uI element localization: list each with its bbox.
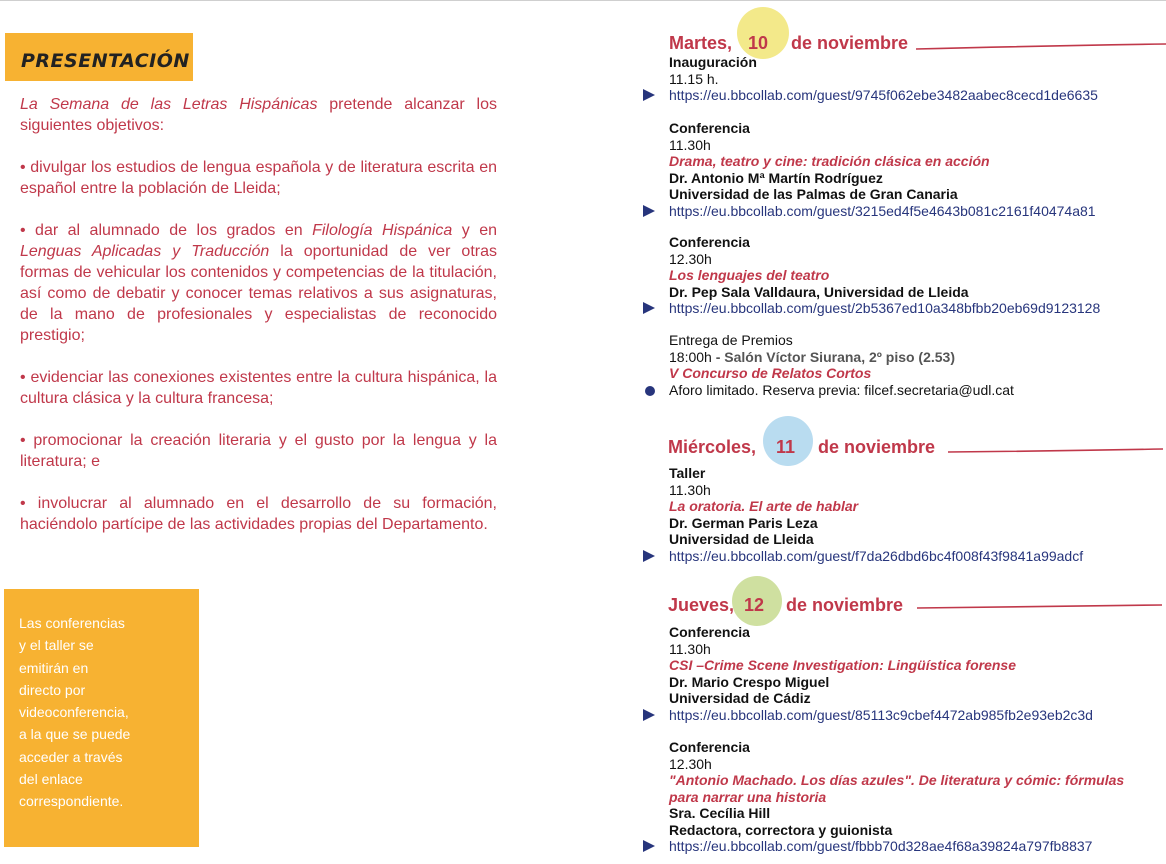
play-arrow-icon [643, 709, 655, 721]
day-underline [914, 42, 1166, 52]
day-number: 11 [776, 437, 796, 457]
event-taller [669, 465, 1083, 564]
obj2-part-e: la oportunidad de ver otras formas de vehicular los contenidos y competencias de la titulación, así como de debatir y conocer temas relativos a sus asignaturas, de la mano de profesionales y especialistas de reconocido prestigio; [20, 243, 497, 344]
objective-3: • evidenciar las conexiones existentes entre la cultura hispánica, la cultura clásica y la cultura francesa; [20, 369, 497, 407]
event-link[interactable] [669, 838, 1124, 855]
event-link[interactable] [669, 707, 1093, 724]
presentacion-badge [5, 33, 193, 81]
event-time: 18:00h [669, 348, 712, 365]
objective-4: • promocionar la creación literaria y el gusto por la lengua y la literatura; e [20, 432, 497, 470]
event-info [669, 382, 1014, 399]
event-link-text[interactable]: https://eu.bbcollab.com/guest/9745f062ebe3482aabec8cecd1de6635 [669, 87, 1098, 103]
presentacion-title: PRESENTACIÓN [21, 50, 190, 72]
play-arrow-icon [643, 205, 655, 217]
play-arrow-icon [643, 89, 655, 101]
day-name: Miércoles, [668, 437, 757, 457]
event-time-place [669, 349, 1014, 366]
event-conferencia-2 [669, 234, 1100, 317]
event-link-text[interactable]: https://eu.bbcollab.com/guest/fbbb70d328ae4f68a39824a797fb8837 [669, 838, 1093, 854]
intro-rest: pretende alcanzar los siguientes objetivos: [20, 96, 497, 134]
event-type: Taller [669, 465, 706, 481]
event-conferencia-1 [669, 120, 1096, 219]
bullet-dot-icon [645, 386, 655, 396]
day-underline [946, 445, 1166, 455]
event-type: Conferencia [669, 120, 750, 136]
objective-5: • involucrar al alumnado en el desarrollo de su formación, haciéndolo partícipe de las actividades propias del Departamento. [20, 495, 497, 533]
event-type: Conferencia [669, 739, 750, 755]
event-time: 11.30h [669, 481, 711, 498]
event-type: Conferencia [669, 624, 750, 640]
event-link-text[interactable]: https://eu.bbcollab.com/guest/f7da26dbd6bc4f008f43f9841a99adcf [669, 547, 1084, 564]
obj2-part-a: • dar al alumnado de los grados en [20, 222, 313, 239]
day-number: 10 [748, 33, 769, 53]
event-link-text[interactable]: https://eu.bbcollab.com/guest/3215ed4f5e4643b081c2161f40474a81 [669, 202, 1096, 219]
intro-text [20, 94, 497, 556]
event-title: Los lenguajes del teatro [669, 267, 830, 283]
day-month: de noviembre [786, 595, 904, 615]
event-link-text[interactable]: https://eu.bbcollab.com/guest/85113c9cbef4472ab985fb2e93eb2c3d [669, 706, 1093, 723]
day-name: Jueves, [668, 595, 735, 615]
obj2-degree-2: Lenguas Aplicadas y Traducción [20, 243, 270, 260]
play-arrow-icon [643, 840, 655, 852]
event-title-line-1: "Antonio Machado. Los días azules". De literatura y cómic: fórmulas [669, 772, 1125, 788]
videoconference-note [4, 589, 199, 847]
event-link[interactable] [669, 87, 1098, 104]
event-time: 11.30h [669, 640, 711, 657]
event-link[interactable] [669, 548, 1083, 565]
event-link[interactable] [669, 300, 1100, 317]
event-time: 12.30h [669, 755, 712, 772]
event-speaker: Dr. Pep Sala Valldaura, Universidad de Lleida [669, 283, 969, 300]
play-arrow-icon [643, 302, 655, 314]
event-link[interactable] [669, 203, 1096, 220]
event-title-line-2: para narrar una historia [669, 788, 827, 805]
play-arrow-icon [643, 550, 655, 562]
event-affiliation: Universidad de Cádiz [669, 690, 811, 706]
note-text: Las conferencias y el taller se emitirán en directo por videoconferencia, a la que se puede acceder a través del enlace correspondiente. [19, 615, 131, 810]
event-entrega-premios [669, 332, 1014, 398]
event-title: Drama, teatro y cine: tradición clásica en acción [669, 153, 990, 169]
obj2-part-c: y en [452, 222, 498, 239]
event-affiliation: Universidad de Lleida [669, 531, 814, 547]
event-speaker: Sra. Cecília Hill [669, 805, 771, 821]
day-underline [915, 602, 1165, 612]
intro-event-name: La Semana de las Letras Hispánicas [20, 96, 318, 113]
event-type: Conferencia [669, 234, 750, 250]
event-conferencia-4 [669, 739, 1124, 855]
event-title: CSI –Crime Scene Investigation: Lingüística forense [669, 657, 1016, 673]
event-time: 11.30h [669, 136, 711, 153]
day-month: de noviembre [818, 437, 936, 457]
event-speaker: Dr. Antonio Mª Martín Rodríguez [669, 169, 883, 186]
event-speaker: Dr. German Paris Leza [669, 514, 818, 531]
event-time: 12.30h [669, 250, 712, 267]
event-speaker: Dr. Mario Crespo Miguel [669, 673, 830, 690]
intro-paragraph [20, 94, 497, 136]
day-name: Martes, [669, 33, 733, 53]
day-month: de noviembre [791, 33, 909, 53]
objective-1: • divulgar los estudios de lengua española y de literatura escrita en español entre la población de Lleida; [20, 159, 497, 197]
day-number: 12 [744, 595, 765, 615]
obj2-degree-1: Filología Hispánica [312, 222, 453, 239]
objective-2 [20, 220, 497, 346]
event-inauguracion [669, 54, 1098, 104]
event-time: 11.15 h. [669, 70, 719, 87]
event-affiliation: Redactora, correctora y guionista [669, 821, 893, 838]
event-conferencia-3 [669, 624, 1093, 723]
event-info-text: Aforo limitado. Reserva previa: filcef.secretaria@udl.cat [669, 381, 1014, 398]
event-link-text[interactable]: https://eu.bbcollab.com/guest/2b5367ed10a348bfbb20eb69d9123128 [669, 300, 1101, 316]
event-place: - Salón Víctor Siurana, 2º piso (2.53) [711, 348, 956, 365]
top-border [0, 0, 1166, 1]
event-affiliation: Universidad de las Palmas de Gran Canaria [669, 186, 958, 202]
event-title: V Concurso de Relatos Cortos [669, 365, 872, 381]
event-title: La oratoria. El arte de hablar [669, 498, 859, 514]
event-type: Inauguración [669, 54, 757, 70]
event-type: Entrega de Premios [669, 332, 793, 348]
